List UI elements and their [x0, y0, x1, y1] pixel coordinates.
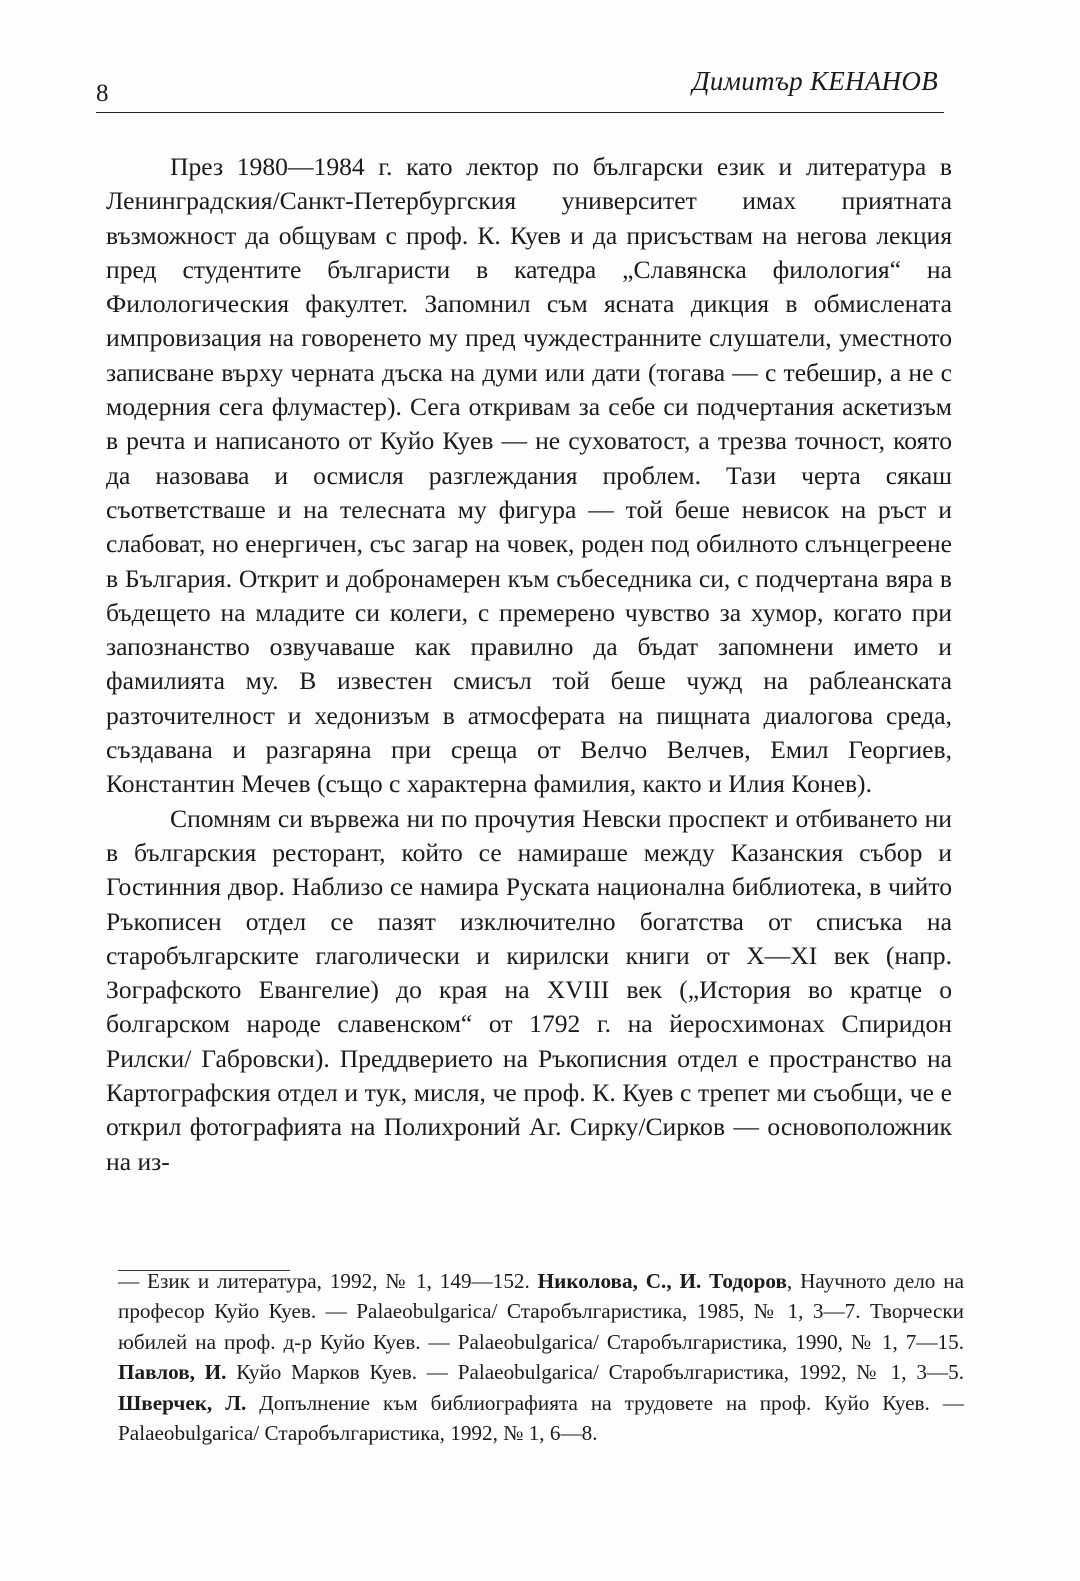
running-head: [96, 66, 942, 114]
footnote-text: Куйо Марков Куев. — Palaeobulgarica/ Старобългаристика, 1992, № 1, 3—5.: [226, 1360, 964, 1385]
footnote: [118, 1266, 964, 1448]
paragraph-1: През 1980—1984 г. като лектор по български език и литература в Ленинградския/Санкт-Петербургския университет имах приятната възможност да общувам с проф. К. Куев и да присъствам на негова лекция пред студентите българисти в катедра „Славянска филология“ на Филологическия факултет. Запомнил съм ясната дикция в обмислената импровизация на говоренето му пред чуждестранните слушатели, уместното записване върху черната дъска на думи или дати (тогава — с тебешир, а не с модерния сега флумастер). Сега откривам за себе си подчертания аскетизъм в речта и написаното от Куйо Куев — не суховатост, а трезва точност, която да назовава и осмисля разглеждания проблем. Тази черта сякаш съответстваше и на телесната му фигура — той беше невисок на ръст и слабоват, но енергичен, със загар на човек, роден под обилното слънцегреене в България. Открит и добронамерен към събеседника си, с подчертана вяра в бъдещето на младите си колеги, с премерено чувство за хумор, когато при запознанство озвучаваше как правилно да бъдат запомнени името и фамилията му. В известен смисъл той беше чужд на раблеанската разточителност и хедонизъм в атмосферата на пищната диалогова среда, създавана и разгаряна при среща от Велчо Велчев, Емил Георгиев, Константин Мечев (също с характерна фамилия, както и Илия Конев).: [106, 152, 952, 799]
footnote-author: Шверчек, Л.: [118, 1390, 247, 1415]
footnote-text: , Научното дело на професор Куйо Куев. — Palaeobulgarica/ Старобългаристика, 1985, № 1, 3—7. Творчески юбилей на проф. д-р Куйо Куев. — Palaeobulgarica/ Старобългаристика, 1990, № 1, 7—15.: [118, 1269, 965, 1354]
main-text: [106, 150, 952, 1179]
running-head-author: Димитър КЕНАНОВ: [692, 66, 938, 96]
footnote-author: Павлов, И.: [118, 1360, 227, 1385]
paragraph-2: Спомням си вървежа ни по прочутия Невски проспект и отбиването ни в българския ресторант, който се намираше между Казанския събор и Гостинния двор. Наблизо се намира Руската национална библиотека, в чийто Ръкописен отдел се пазят изключително богатства от списъка на старобългарските глаголически и кирилски книги от X—XI век (напр. Зографското Евангелие) до края на XVIII век („История во кратце о болгарском народе славенском“ от 1792 г. на йеросхимонах Спиридон Рилски/ Габровски). Преддверието на Ръкописния отдел е пространство на Картографския отдел и тук, мисля, че проф. К. Куев с трепет ми съобщи, че е открил фотографията на Полихроний Аг. Сирку/Сирков — основоположник на из-: [106, 803, 952, 1176]
page-number: 8: [96, 80, 109, 107]
header-rule: [96, 112, 944, 113]
footnote-text: Допълнение към библиографията на трудовете на проф. Куйо Куев. — Palaeobulgarica/ Старобългаристика, 1992, № 1, 6—8.: [118, 1390, 965, 1446]
footnote-text: — Език и литература, 1992, № 1, 149—152.: [118, 1269, 538, 1293]
footnote-author: Николова, С., И. Тодоров: [537, 1269, 787, 1293]
